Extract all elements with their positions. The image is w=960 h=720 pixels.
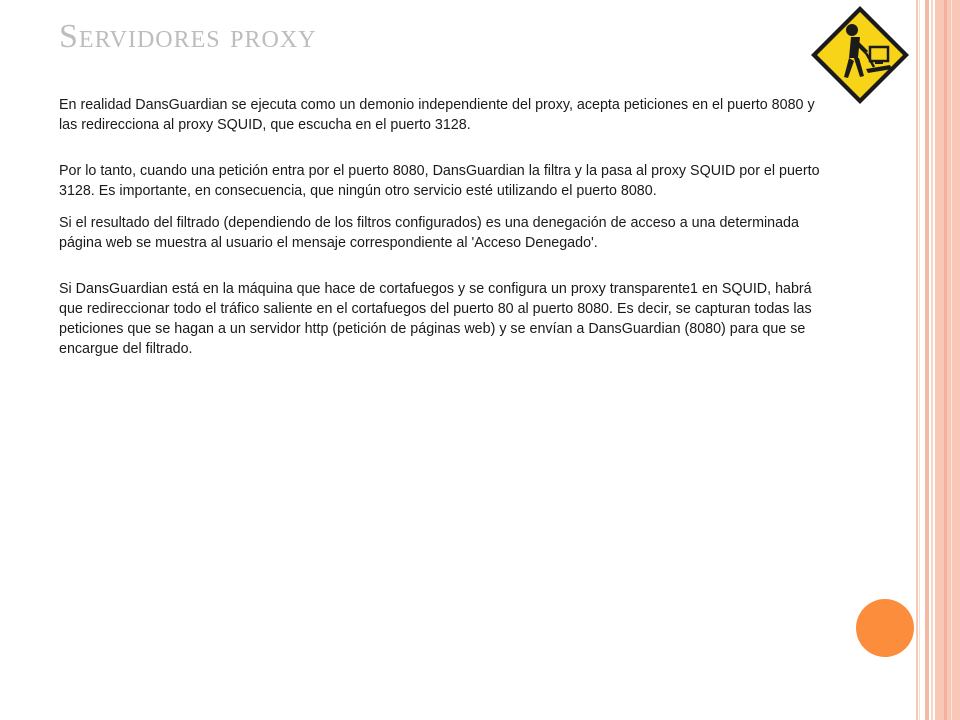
paragraph: Si DansGuardian está en la máquina que hace de cortafuegos y se configura un proxy transparente1 en SQUID, habrá que redireccionar todo el tráfico saliente en el cortafuegos del puerto 80 al puerto 8080. Es decir, se capturan todas las peticiones que se hagan a un servidor http (petición de páginas web) y se envían a DansGuardian (8080) para que se encargue del filtrado. [59, 281, 812, 357]
stripe [935, 0, 960, 720]
paragraph: En realidad DansGuardian se ejecuta como un demonio independiente del proxy, acepta peticiones en el puerto 8080 y las redirecciona al proxy SQUID, que escucha en el puerto 3128. [59, 97, 815, 133]
stripe [925, 0, 929, 720]
under-construction-sign-icon [808, 3, 912, 107]
stripe [931, 0, 933, 720]
stripe [944, 0, 947, 720]
stripe [919, 0, 920, 720]
decorative-side-stripes [916, 0, 960, 720]
paragraph: Por lo tanto, cuando una petición entra por el puerto 8080, DansGuardian la filtra y la pasa al proxy SQUID por el puerto 3128. Es importante, en consecuencia, que ningún otro servicio esté utilizando el puerto 8080. [59, 163, 820, 199]
stripe [916, 0, 918, 720]
slide-body [59, 95, 829, 359]
decorative-orange-circle [856, 599, 914, 657]
stripe [951, 0, 952, 720]
paragraph: Si el resultado del filtrado (dependiendo de los filtros configurados) es una denegación de acceso a una determinada página web se muestra al usuario el mensaje correspondiente al 'Acceso Denegado'. [59, 215, 799, 251]
slide-title: Servidores proxy [59, 18, 317, 55]
